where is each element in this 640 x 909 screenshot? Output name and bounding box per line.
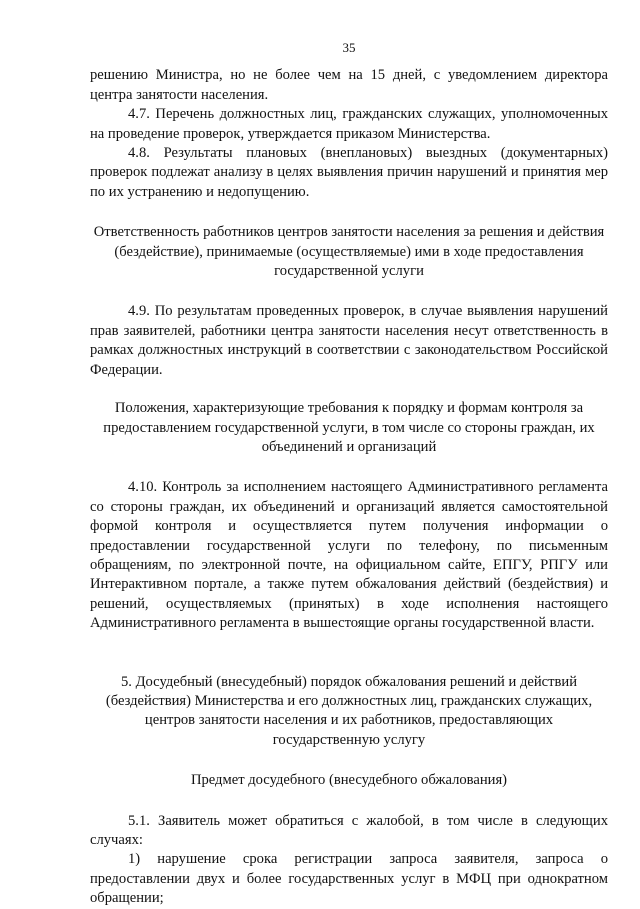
section-heading-subject: Предмет досудебного (внесудебного обжалования) xyxy=(190,772,508,789)
chapter-heading-5: 5. Досудебный (внесудебный) порядок обжалования решений и действий (бездействия) Министерства и его должностных лиц, гражданских служащих, центров занятости населения и их работников, предоставляющих государственную услугу xyxy=(105,673,593,748)
paragraph-continuation: решению Министра, но не более чем на 15 дней, с уведомлением директора центра занятости населения. xyxy=(90,67,608,103)
paragraph-4-10: 4.10. Контроль за исполнением настоящего Административного регламента со стороны граждан, их объединений и организаций является самостоятельной формой контроля и осуществляется путем получения информации о предоставлении государственной услуги по телефону, по письменным обращениям, по электронной почте, на официальном сайте, ЕПГУ, РПГУ или Интерактивном портале, а также путем обжалования действий (бездействия) и решений, осуществляемых (принятых) в ходе исполнения настоящего Административного регламента в вышестоящие органы государственной власти. xyxy=(90,479,608,632)
paragraph-4-8: 4.8. Результаты плановых (внеплановых) выездных (документарных) проверок подлежат анализу в целях выявления причин нарушений и принятия мер по их устранению и недопущению. xyxy=(90,145,608,200)
section-heading-control-provisions: Положения, характеризующие требования к порядку и формам контроля за предоставлением государственной услуги, в том числе со стороны граждан, их объединений и организаций xyxy=(103,400,595,455)
list-item-1: 1) нарушение срока регистрации запроса заявителя, запроса о предоставлении двух и более государственных услуг в МФЦ при однократном обращении; xyxy=(90,851,608,907)
paragraph-5-1: 5.1. Заявитель может обратиться с жалобой, в том числе в следующих случаях: xyxy=(90,812,608,848)
section-heading-responsibility: Ответственность работников центров занятости населения за решения и действия (бездействие), принимаемые (осуществляемые) ими в ходе предоставления государственной услуги xyxy=(93,224,605,280)
page-number: 35 xyxy=(342,40,356,55)
paragraph-4-9: 4.9. По результатам проведенных проверок, в случае выявления нарушений прав заявителей, работники центра занятости населения несут ответственность в рамках должностных инструкций в соответствии с законодательством Российской Федерации. xyxy=(90,303,608,378)
paragraph-4-7: 4.7. Перечень должностных лиц, гражданских служащих, уполномоченных на проведение проверок, утверждается приказом Министерства. xyxy=(90,106,608,142)
